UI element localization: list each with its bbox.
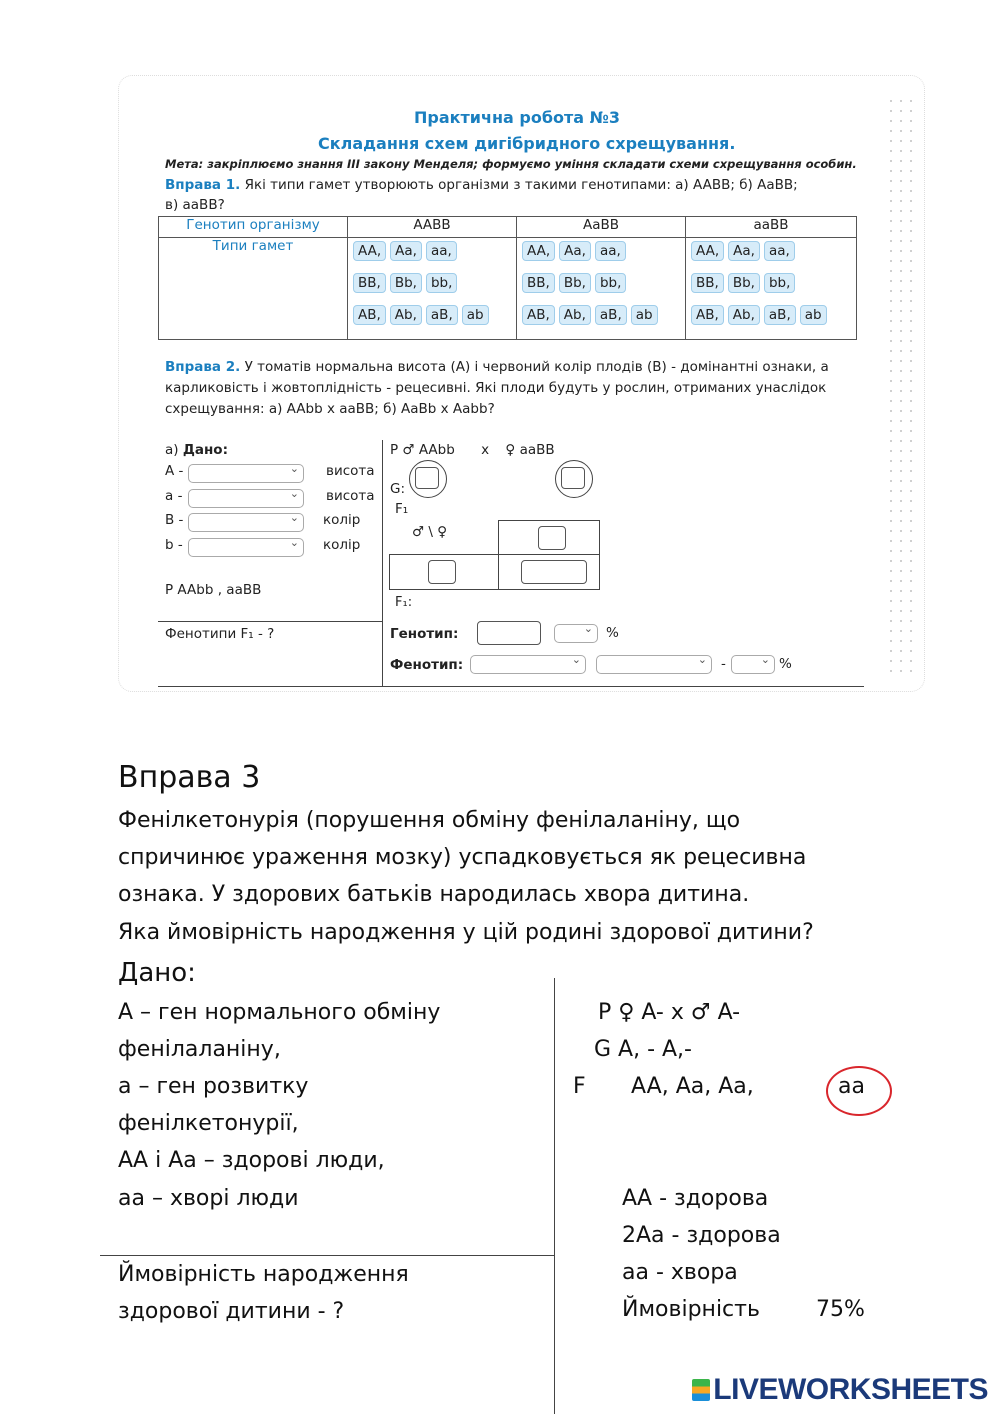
liveworksheets-logo[interactable] [692,1373,988,1407]
gamete-chip[interactable]: aa, [595,241,626,261]
ex2-line3: схрещування: а) AAbb x aaBB; б) AaBb x Aabb? [165,401,495,417]
gamete-chip[interactable]: bb, [595,273,626,293]
gamete-chip[interactable]: aa, [426,241,457,261]
ex3-horizontal-line [100,1255,554,1256]
table-header: AABB [348,217,517,238]
sheet-title: Практична робота №3 [414,108,621,127]
gamete-chip[interactable]: AA, [353,241,386,261]
gamete-cell [348,238,517,340]
gamete-chip[interactable]: bb, [764,273,795,293]
phenotype-select-1[interactable] [470,655,586,674]
row-label: Типи гамет [159,238,348,340]
given-gene: a - [165,487,183,504]
probability-label: Ймовірність [622,1297,760,1322]
gamete-chip[interactable]: AB, [522,305,555,325]
phenotype-select-2[interactable] [596,655,712,674]
genotype-input[interactable] [477,621,541,645]
result-line: аа - хвора [622,1260,738,1285]
cross-female: ♀ aaBB [505,442,555,458]
g-label: G: [390,481,406,497]
given-line: аа – хворі люди [118,1186,299,1211]
gamete-chip[interactable]: aB, [764,305,796,325]
percent-sign: % [779,656,792,672]
ex3-text-line: спричинює ураження мозку) успадковується як рецесивна [118,845,807,870]
given-trait: висота [326,487,375,504]
sheet-subtitle: Складання схем дигібридного схрещування. [318,134,736,153]
ex3-f-circled: aa [838,1074,865,1099]
gamete-chip[interactable]: ab [800,305,827,325]
punnett-input[interactable] [538,526,566,550]
percent-sign: % [606,625,619,641]
bottom-rule [158,686,864,687]
given-trait: колір [323,536,361,553]
punnett-corner: ♂ \ ♀ [412,524,448,540]
gamete-cell [686,238,857,340]
given-label: Дано: [182,442,228,458]
ex3-g-line: G A, - A,- [594,1037,692,1062]
given-gene: A - [165,463,184,479]
gene-select[interactable] [188,464,304,483]
ex3-p-line: P ♀ A- x ♂ A- [598,1000,741,1025]
genotype-label: Генотип: [390,626,459,642]
phenotype-dash: - [721,656,726,672]
gamete-chip[interactable]: Bb, [390,273,422,293]
gamete-chip[interactable]: Bb, [559,273,591,293]
given-gene: b - [165,536,183,553]
ex3-text-line: ознака. У здорових батьків народилась хвора дитина. [118,882,750,907]
phenotype-question: Фенотипи F₁ - ? [165,626,275,642]
ex2-line1: У томатів нормальна висота (А) і червоний колір плодів (В) - домінантні ознаки, а [244,359,829,375]
ex3-given: Дано: [118,958,196,988]
gene-select[interactable] [188,489,304,508]
gamete-chip[interactable]: Ab, [390,305,422,325]
gamete-chip[interactable]: Ab, [728,305,760,325]
gamete-chip[interactable]: Aa, [728,241,760,261]
vertical-divider [382,440,383,687]
gamete-chip[interactable]: AA, [522,241,555,261]
ex2-label: Вправа 2. [165,359,241,375]
gamete-chip[interactable]: bb, [426,273,457,293]
given-line: фенілкетонурії, [118,1111,299,1136]
logo-icon [692,1379,710,1401]
answer-circle [826,1066,892,1116]
given-trait: висота [326,463,375,479]
gamete-chip[interactable]: Ab, [559,305,591,325]
punnett-input[interactable] [428,560,456,584]
gene-select[interactable] [188,538,304,557]
phenotype-label: Фенотип: [390,657,464,673]
question-line: Ймовірність народження [118,1262,409,1287]
gamete-input[interactable] [561,467,585,489]
gamete-chip[interactable]: aB, [426,305,458,325]
gamete-cell [517,238,686,340]
gamete-chip[interactable]: ab [462,305,489,325]
given-trait: колір [323,512,361,528]
given-a: а) [165,442,179,458]
gamete-chip[interactable]: AB, [353,305,386,325]
punnett-input[interactable] [521,560,587,584]
gamete-input[interactable] [415,467,439,489]
phenotype-percent-select[interactable] [731,655,775,674]
gamete-chip[interactable]: BB, [522,273,555,293]
table-header: AaBB [517,217,686,238]
ex3-text-line: Фенілкетонурія (порушення обміну фенілаланіну, що [118,808,741,833]
probability-value: 75% [816,1297,865,1322]
question-line: здорової дитини - ? [118,1299,345,1324]
ex1-text2: в) aaBB? [165,197,225,213]
table-header: Генотип організму [159,217,348,238]
ex3-title: Вправа 3 [118,760,261,795]
gamete-chip[interactable]: AA, [691,241,724,261]
f1-label: F₁ [395,501,409,517]
ex3-text-line: Яка ймовірність народження у цій родині здорової дитини? [118,920,814,945]
given-line: АА і Аа – здорові люди, [118,1148,385,1173]
gamete-chip[interactable]: AB, [691,305,724,325]
result-line: АА - здорова [622,1186,769,1211]
gamete-chip[interactable]: Aa, [390,241,422,261]
gamete-chip[interactable]: BB, [353,273,386,293]
cross-p: P ♂ AAbb [390,442,455,458]
gamete-chip[interactable]: BB, [691,273,724,293]
given-line: А – ген нормального обміну [118,1000,441,1025]
gamete-table [158,216,857,340]
ex1-text: Які типи гамет утворюють організми з такими генотипами: а) AABB; б) AaBB; [244,177,798,193]
gamete-chip[interactable]: Aa, [559,241,591,261]
ex2-line2: карликовість і жовтоплідність - рецесивні. Які плоди будуть у рослин, отриманих унаслідок [165,380,827,396]
f1-label-2: F₁: [395,595,413,610]
cross-x: x [481,442,490,458]
given-gene: B - [165,512,184,528]
ex3-f-label: F [573,1074,586,1099]
gamete-chip[interactable]: aa, [764,241,795,261]
gamete-chip[interactable]: aB, [595,305,627,325]
gamete-chip[interactable]: Bb, [728,273,760,293]
given-line: фенілаланіну, [118,1037,281,1062]
genotype-percent-select[interactable] [554,624,598,643]
given-line: а – ген розвитку [118,1074,309,1099]
table-header: aaBB [686,217,857,238]
gamete-chip[interactable]: ab [631,305,658,325]
ex1-label: Вправа 1. [165,177,241,193]
dot-grid [886,96,916,676]
ex3-vertical-line [554,978,555,1414]
result-line: 2Аа - здорова [622,1223,781,1248]
p-line: P AAbb , aaBB [165,582,262,598]
brand-text: LIVEWORKSHEETS [713,1373,988,1406]
divider [158,621,383,622]
ex3-f-values: AA, Aa, Aa, [631,1074,754,1099]
sheet-goal: Мета: закріплюємо знання ІІІ закону Менделя; формуємо уміння складати схеми схрещування особин. [165,157,857,171]
gene-select[interactable] [188,513,304,532]
